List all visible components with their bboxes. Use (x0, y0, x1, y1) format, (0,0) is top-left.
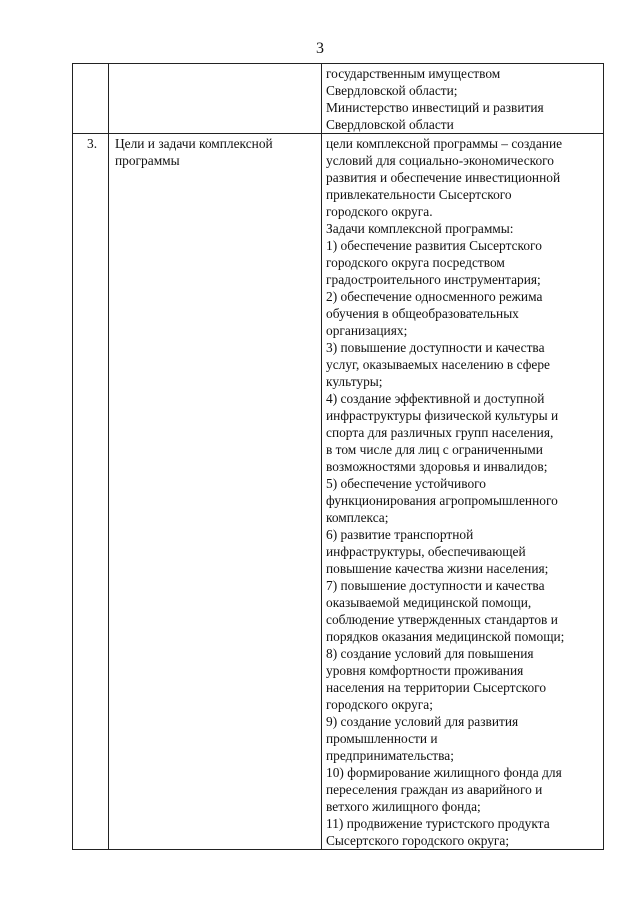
content-line: повышение качества жизни населения; (326, 561, 549, 576)
content-line: цели комплексной программы – создание (326, 136, 563, 151)
content-line: промышленности и (326, 731, 438, 746)
content-line: 5) обеспечение устойчивого (326, 476, 486, 491)
content-line: государственным имуществом (326, 66, 501, 81)
content-line: развития и обеспечение инвестиционной (326, 170, 561, 185)
content-line: населения на территории Сысертского (326, 680, 547, 695)
row-content-cell (322, 134, 604, 850)
content-line: обучения в общеобразовательных (326, 306, 519, 321)
row-content-cell (322, 64, 604, 134)
content-line: переселения граждан из аварийного и (326, 782, 543, 797)
table-row-goals (73, 134, 604, 850)
content-line: 8) создание условий для повышения (326, 646, 534, 661)
content-line: Сысертского городского округа; (326, 833, 510, 848)
content-line: градостроительного инструментария; (326, 272, 541, 287)
content-line: возможностями здоровья и инвалидов; (326, 459, 548, 474)
program-passport-table (72, 63, 604, 850)
content-line: соблюдение утвержденных стандартов и (326, 612, 558, 627)
row-name-cell (109, 64, 322, 134)
table-row-continuation (73, 64, 604, 134)
content-line: привлекательности Сысертского (326, 187, 512, 202)
content-line: комплекса; (326, 510, 389, 525)
content-line: городского округа. (326, 204, 433, 219)
content-line: Свердловской области (326, 117, 454, 132)
content-line: в том числе для лиц с ограниченными (326, 442, 543, 457)
content-line: 4) создание эффективной и доступной (326, 391, 545, 406)
content-line: уровня комфортности проживания (326, 663, 524, 678)
content-line: 1) обеспечение развития Сысертского (326, 238, 542, 253)
content-line: Министерство инвестиций и развития (326, 100, 544, 115)
content-line: Задачи комплексной программы: (326, 221, 514, 236)
content-line: инфраструктуры физической культуры и (326, 408, 559, 423)
content-line: Свердловской области; (326, 83, 458, 98)
content-line: порядков оказания медицинской помощи; (326, 629, 565, 644)
content-line: 9) создание условий для развития (326, 714, 519, 729)
row-number-cell: 3. (73, 134, 109, 850)
row-number-cell (73, 64, 109, 134)
content-line: инфраструктуры, обеспечивающей (326, 544, 526, 559)
content-line: организациях; (326, 323, 408, 338)
content-line: функционирования агропромышленного (326, 493, 558, 508)
content-line: 7) повышение доступности и качества (326, 578, 545, 593)
row-name-line: программы (115, 153, 180, 168)
content-line: 2) обеспечение односменного режима (326, 289, 543, 304)
content-line: спорта для различных групп населения, (326, 425, 554, 440)
content-line: 11) продвижение туристского продукта (326, 816, 550, 831)
content-line: городского округа посредством (326, 255, 505, 270)
content-line: городского округа; (326, 697, 433, 712)
content-line: 3) повышение доступности и качества (326, 340, 545, 355)
page-number: 3 (316, 40, 324, 57)
content-line: услуг, оказываемых населению в сфере (326, 357, 550, 372)
row-name-line: Цели и задачи комплексной (115, 136, 273, 151)
content-line: условий для социально-экономического (326, 153, 555, 168)
content-line: ветхого жилищного фонда; (326, 799, 481, 814)
content-line: 10) формирование жилищного фонда для (326, 765, 562, 780)
row-name-cell (109, 134, 322, 850)
content-line: культуры; (326, 374, 383, 389)
content-line: 6) развитие транспортной (326, 527, 474, 542)
content-line: предпринимательства; (326, 748, 454, 763)
content-line: оказываемой медицинской помощи, (326, 595, 532, 610)
